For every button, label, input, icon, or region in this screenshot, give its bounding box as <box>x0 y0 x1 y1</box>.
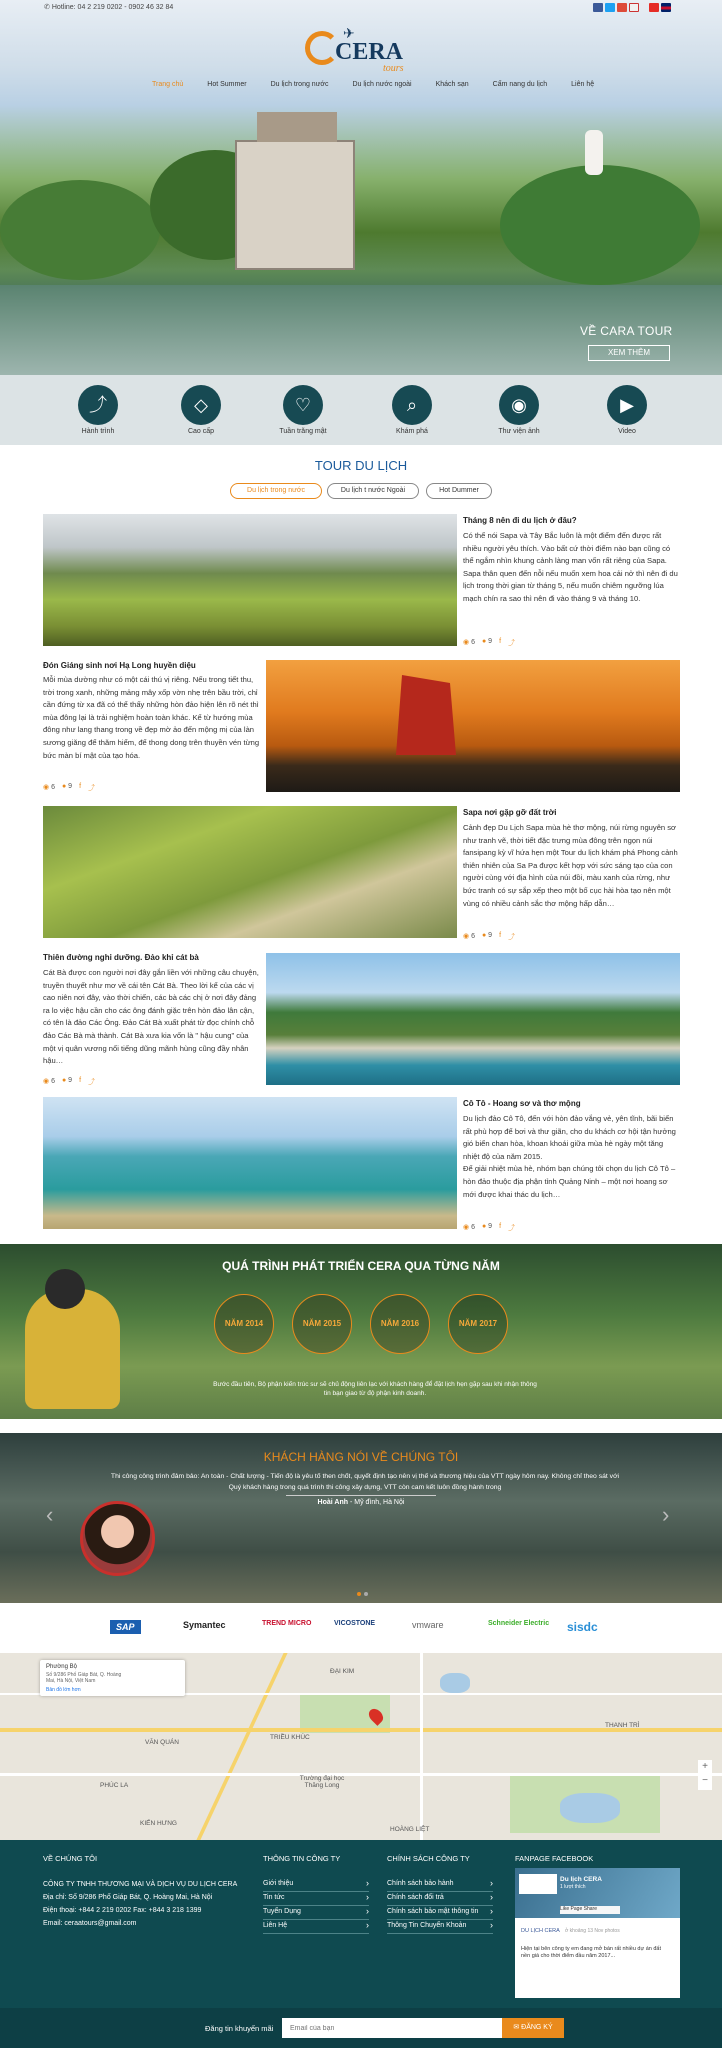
map-label: Trường đại học Thăng Long <box>299 1775 345 1789</box>
nav-international[interactable]: Du lịch nước ngoài <box>352 81 412 88</box>
article-meta <box>43 1077 95 1087</box>
plane-icon: ✈ <box>343 25 355 41</box>
uk-flag-icon[interactable] <box>661 3 671 12</box>
views-icon: ◉ 6 <box>43 784 55 791</box>
category-premium[interactable] <box>156 385 246 435</box>
category-itinerary[interactable] <box>53 385 143 435</box>
nav-domestic[interactable]: Du lịch trong nước <box>270 81 329 88</box>
article-image-catba[interactable] <box>266 953 680 1085</box>
nav-hot-summer[interactable]: Hot Summer <box>207 81 247 88</box>
partner-logo-symantec[interactable]: Symantec <box>183 1620 226 1630</box>
footer-link[interactable]: Giới thiệu › <box>263 1880 369 1892</box>
article-excerpt: Du lịch đảo Cô Tô, đến với hòn đảo vắng vẻ, yên tĩnh, bãi biển rất phù hợp để bơi và thư giãn, cho du khách cơ hội tận hưởng gió biển chan hòa, khoan khoái giữa mùa hè ngày một tăng nhiệt độ của năm 2015. Để giải nhiệt mùa hè, nhóm bạn chúng tôi chọn du lịch Cô Tô – hòn đảo thuộc địa phận tỉnh Quảng Ninh – một nơi hoang sơ mới được khai thác du lịch… <box>463 1114 676 1199</box>
share-icon[interactable]: ⤴ <box>88 1079 96 1086</box>
footer-link[interactable]: Chính sách đổi trả › <box>387 1894 493 1906</box>
article-title[interactable]: Cô Tô - Hoang sơ và thơ mộng <box>463 1099 581 1108</box>
carousel-dot[interactable] <box>357 1592 361 1596</box>
article-excerpt: Cát Bà được con người nơi đây gắn liền với những câu chuyện, truyền thuyết như mơ về cái tên Cát Bà. Theo lời kể của các vị cao niên nơi đây, vào thời chiến, các bà các chị ở nơi đây đảng ra lo việc hậu cần cho các ông đánh giặc trên hòn đảo lân cận, có tên là đảo Các Ông. Đảo Cát Bà xuất phát từ đọc chính chỗ đảo Các Bà mà thành. Cát Bà xưa kia vốn là " hậu cung" của một vị quân vương nổi tiếng dũng mãnh hùng cũng đầy nhân hậu… <box>43 968 259 1066</box>
carousel-dots <box>357 1592 368 1596</box>
logo-swirl-icon <box>305 31 339 65</box>
tab-international[interactable]: Du lịch t nước Ngoài <box>327 483 419 499</box>
hotline-text: Hotline: 04 2 219 0202 - 0902 46 32 84 <box>51 4 174 11</box>
map-road <box>0 1773 722 1776</box>
map-lake <box>560 1793 620 1823</box>
section-title-tours: TOUR DU LỊCH <box>314 458 408 473</box>
camera-icon: ◉ <box>499 385 539 425</box>
facebook-share-icon[interactable]: f <box>499 932 502 939</box>
logo[interactable] <box>305 25 420 77</box>
google-plus-icon[interactable] <box>617 3 627 12</box>
fb-post-date: ở khoảng 13 Nov photos <box>565 1928 620 1934</box>
year-2016[interactable]: NĂM 2016 <box>370 1294 430 1354</box>
partner-logo-vmware[interactable]: vmware <box>412 1620 444 1630</box>
chevron-left-icon[interactable]: ‹ <box>46 1502 54 1527</box>
company-name: CÔNG TY TNHH THƯƠNG MẠI VÀ DỊCH VỤ DU LỊCH CERA <box>43 1881 238 1888</box>
author-place: - Mỹ đình, Hà Nội <box>348 1499 405 1506</box>
route-icon: ⤴ <box>78 385 118 425</box>
category-label: Cao cấp <box>187 428 215 435</box>
article-meta <box>463 932 515 942</box>
testimonial-text: Thi công công trình đảm bảo: An toàn - Chất lượng - Tiến độ là yêu tố then chốt, quyết định tạo nên vị thế và thương hiệu của VTT ngày hôm nay. Không chỉ theo sát với Quý khách hàng trong quá trình thi công xây dựng, VTT còn cam kết luôn đồng hành trong <box>110 1473 620 1491</box>
category-honeymoon[interactable] <box>258 385 348 435</box>
hero-caption: VỀ CARA TOUR <box>580 324 673 338</box>
article-meta <box>463 638 515 648</box>
map-label: TRIỀU KHÚC <box>270 1734 310 1741</box>
article-excerpt: Cảnh đẹp Du Lịch Sapa mùa hè thơ mộng, núi rừng nguyên sơ như tranh vẽ, thời tiết đặc trưng mùa đông trên ngọn núi fansipang kỳ vĩ hứa hẹn một Tour du lịch khám phá Phong cảnh thiên nhiên của Sa Pa được kết hợp với sức sáng tạo của con người cùng với địa hình của núi đồi, màu xanh của rừng, như bức tranh có sự sắp xếp theo một bố cục hài hòa tạo nên một vùng có nhiều cảnh sắc thơ mộng hấp dẫn… <box>463 823 678 908</box>
fb-share-button[interactable]: Share <box>583 1906 597 1912</box>
newsletter-subscribe-button[interactable] <box>502 2018 564 2038</box>
partner-logo-vicostone[interactable]: VICOSTONE <box>334 1620 376 1627</box>
divider <box>286 1495 436 1496</box>
heart-hand-icon: ♡ <box>283 385 323 425</box>
facebook-share-icon[interactable]: f <box>79 1077 82 1084</box>
map-info-card <box>40 1660 185 1696</box>
fb-post-author[interactable]: DU LỊCH CERA <box>521 1928 560 1934</box>
fb-page-name[interactable]: Du lịch CERA <box>560 1876 602 1883</box>
nav-home[interactable]: Trang chủ <box>152 81 184 88</box>
year-2017[interactable]: NĂM 2017 <box>448 1294 508 1354</box>
twitter-icon[interactable] <box>605 3 615 12</box>
mail-icon: ✉ <box>513 2024 522 2031</box>
junk-sail <box>396 675 456 755</box>
tab-hot-summer[interactable]: Hot Dummer <box>426 483 492 499</box>
company-phone: Điện thoại: +844 2 219 0202 Fax: +844 3 218 1399 <box>43 1907 202 1914</box>
tree-right <box>500 165 700 285</box>
testimonial-title: KHÁCH HÀNG NÓI VỀ CHÚNG TÔI <box>263 1450 459 1464</box>
map-label: HOÀNG LIỆT <box>390 1826 430 1833</box>
logo-text: CERA <box>335 39 404 65</box>
year-2014[interactable]: NĂM 2014 <box>214 1294 274 1354</box>
article-image-sapa-terraces[interactable] <box>43 806 457 938</box>
fb-buttons <box>560 1906 620 1914</box>
map-card-address: Số 9/286 Phố Giáp Bát, Q. Hoàng Mai, Hà Nội, Việt Nam <box>46 1672 122 1684</box>
category-label: Video <box>618 428 636 435</box>
partner-logo-trendmicro[interactable]: TREND MICRO <box>262 1620 312 1627</box>
chevron-right-icon[interactable]: › <box>662 1502 670 1527</box>
comments-icon: ● 9 <box>61 783 73 790</box>
footer-link[interactable]: Chính sách bảo mật thông tin › <box>387 1908 493 1920</box>
share-icon[interactable]: ⤴ <box>88 785 96 792</box>
category-label: Hành trình <box>81 428 115 435</box>
map-label: ĐẠI KIM <box>330 1668 355 1675</box>
views-icon: ◉ 6 <box>463 933 475 940</box>
search-icon: ⌕ <box>392 385 432 425</box>
facebook-widget[interactable] <box>515 1868 680 1998</box>
main-nav <box>140 81 606 88</box>
logo-subtext: tours <box>383 63 404 74</box>
youtube-icon[interactable] <box>649 3 659 12</box>
hero-more-button[interactable]: XEM THÊM <box>588 345 670 361</box>
views-icon: ◉ 6 <box>463 639 475 646</box>
company-address: Địa chỉ: Số 9/286 Phố Giáp Bát, Q. Hoàng Mai, Hà Nội <box>43 1894 213 1901</box>
avatar <box>80 1501 155 1576</box>
footer-heading: VỀ CHÚNG TÔI <box>43 1854 98 1863</box>
comments-icon: ● 9 <box>481 638 493 645</box>
diamond-icon: ◇ <box>181 385 221 425</box>
article-title[interactable]: Sapa nơi gặp gỡ đất trời <box>463 808 557 817</box>
footer-heading: FANPAGE FACEBOOK <box>515 1854 594 1863</box>
year-2015[interactable]: NĂM 2015 <box>292 1294 352 1354</box>
comments-icon: ● 9 <box>481 932 493 939</box>
fb-likes: 1 lượt thích <box>560 1884 586 1890</box>
spacer <box>641 3 647 12</box>
article-image-halong[interactable] <box>266 660 680 792</box>
partner-logo-sisdc[interactable]: sisdc <box>567 1620 598 1634</box>
tree-left <box>0 180 160 280</box>
map-road <box>420 1653 423 1840</box>
map-lake <box>440 1673 470 1693</box>
category-label: Khám phá <box>396 428 428 435</box>
nav-guide[interactable]: Cẩm nang du lịch <box>492 81 548 88</box>
footer-link[interactable]: Thông Tin Chuyển Khoản › <box>387 1922 493 1934</box>
map-label: KIẾN HƯNG <box>140 1820 177 1827</box>
share-icon[interactable]: ⤴ <box>508 640 516 647</box>
article-meta <box>463 1223 515 1233</box>
progress-title: QUÁ TRÌNH PHÁT TRIỂN CERA QUA TỪNG NĂM <box>222 1259 500 1273</box>
article-title[interactable]: Đón Giáng sinh nơi Hạ Long huyền diệu <box>43 661 196 670</box>
newsletter-label: Đăng tin khuyến mãi <box>205 2024 274 2033</box>
social-icons <box>593 3 671 12</box>
author-name: Hoài Anh <box>317 1499 349 1506</box>
article-excerpt: Mỗi mùa dường như có một cái thú vị riêng. Nếu trong tiết thu, trời trong xanh, những mảng mây xốp vờn nhẹ trên bầu trời, chỉ cần đứng từ xa đã có thể thấy những hòn đảo hiện lên rõ nét thì mùa đông lại là trải nghiệm hoàn toàn khác. Kể từ hướng mùa đông như lang thang trong về đẹp mờ ảo đến mộng mị của làn sương giăng để thăm hiểm, để thong dong trên thuyền vén từng bức màn bí mật của tạo hóa. <box>43 675 260 760</box>
fb-page-logo <box>519 1874 557 1894</box>
statue <box>585 130 603 175</box>
article-meta <box>43 783 95 793</box>
map-zoom-control[interactable]: + − <box>698 1760 712 1790</box>
comments-icon: ● 9 <box>61 1077 73 1084</box>
mail-icon[interactable] <box>629 3 639 12</box>
hotline <box>44 3 173 11</box>
subscribe-label: ĐĂNG KÝ <box>521 2024 553 2031</box>
fb-post-body: Hiện tại bên công ty em đang mở bán rất nhiều dự án đất nền giá cho thời điểm đầu năm 2017... <box>521 1946 661 1959</box>
nav-hotels[interactable]: Khách sạn <box>435 81 469 88</box>
share-icon[interactable]: ⤴ <box>508 934 516 941</box>
footer-link[interactable]: Chính sách bảo hành › <box>387 1880 493 1892</box>
category-label: Thư viện ảnh <box>498 428 540 435</box>
map-label: PHÚC LA <box>100 1782 129 1789</box>
facebook-share-icon[interactable]: f <box>499 1223 502 1230</box>
footer-link[interactable]: Liên Hệ › <box>263 1922 369 1934</box>
views-icon: ◉ 6 <box>463 1224 475 1231</box>
article-image-coto[interactable] <box>43 1097 457 1229</box>
footer-link[interactable]: Tuyển Dụng › <box>263 1908 369 1920</box>
footer-link[interactable]: Tin tức › <box>263 1894 369 1906</box>
map-label: VĂN QUÁN <box>145 1739 179 1746</box>
footer-heading: CHÍNH SÁCH CÔNG TY <box>387 1854 470 1863</box>
category-gallery[interactable] <box>474 385 564 435</box>
partner-logo-sap[interactable]: SAP <box>110 1620 141 1634</box>
map-label: THANH TRÌ <box>605 1722 640 1729</box>
map-larger-link[interactable]: Bản đồ lớn hơn <box>46 1687 81 1693</box>
play-icon: ▶ <box>607 385 647 425</box>
company-email[interactable]: Email: ceraatours@gmail.com <box>43 1920 137 1927</box>
category-video[interactable] <box>582 385 672 435</box>
category-label: Tuần trăng mật <box>279 428 327 435</box>
partner-logo-schneider[interactable]: Schneider Electric <box>488 1620 550 1627</box>
tab-domestic[interactable]: Du lịch trong nước <box>230 483 322 499</box>
category-explore[interactable] <box>367 385 457 435</box>
share-icon[interactable]: ⤴ <box>508 1225 516 1232</box>
views-icon: ◉ 6 <box>43 1078 55 1085</box>
category-bar <box>0 375 722 445</box>
camera <box>45 1269 85 1309</box>
phone-icon: ✆ <box>44 4 50 11</box>
map-road <box>196 1653 287 1840</box>
fb-like-button[interactable]: Like Page <box>560 1906 583 1912</box>
newsletter-email-input[interactable] <box>282 2018 502 2038</box>
church-gate <box>235 140 355 270</box>
nav-contact[interactable]: Liên hệ <box>571 81 595 88</box>
article-excerpt: Có thể nói Sapa và Tây Bắc luôn là một điểm đến được rất nhiều người yêu thích. Vào bất cứ thời điểm nào bạn cũng có thể ngắm nhìn khung cảnh làng man vốn rất riêng của Sapa. Sapa thân quen đến nỗi nếu muốn xem hoa cải nở thì nên đi du lịch trong thời gian từ tháng 5, nếu muốn chiêm ngưỡng lúa mạch chín ra sao thì nên đi vào tháng 9 và tháng 10. <box>463 531 678 603</box>
map-card-title: Phường Bộ <box>46 1664 77 1670</box>
footer-heading: THÔNG TIN CÔNG TY <box>263 1854 341 1863</box>
article-image-sapa-august[interactable] <box>43 514 457 646</box>
partners-strip <box>0 1603 722 1653</box>
carousel-dot[interactable] <box>364 1592 368 1596</box>
article-title[interactable]: Thiên đường nghỉ dưỡng. Đảo khỉ cát bà <box>43 953 199 962</box>
facebook-icon[interactable] <box>593 3 603 12</box>
facebook-share-icon[interactable]: f <box>79 783 82 790</box>
comments-icon: ● 9 <box>481 1223 493 1230</box>
article-title[interactable]: Tháng 8 nên đi du lịch ở đâu? <box>463 516 577 525</box>
progress-description: Bước đầu tiên, Bộ phận kiến trúc sư sẽ chủ động liên lạc với khách hàng để đặt lịch hẹn gặp sau khi nhận thông tin bạn giao từ độ phận kinh doanh. <box>213 1381 537 1397</box>
facebook-share-icon[interactable]: f <box>499 638 502 645</box>
